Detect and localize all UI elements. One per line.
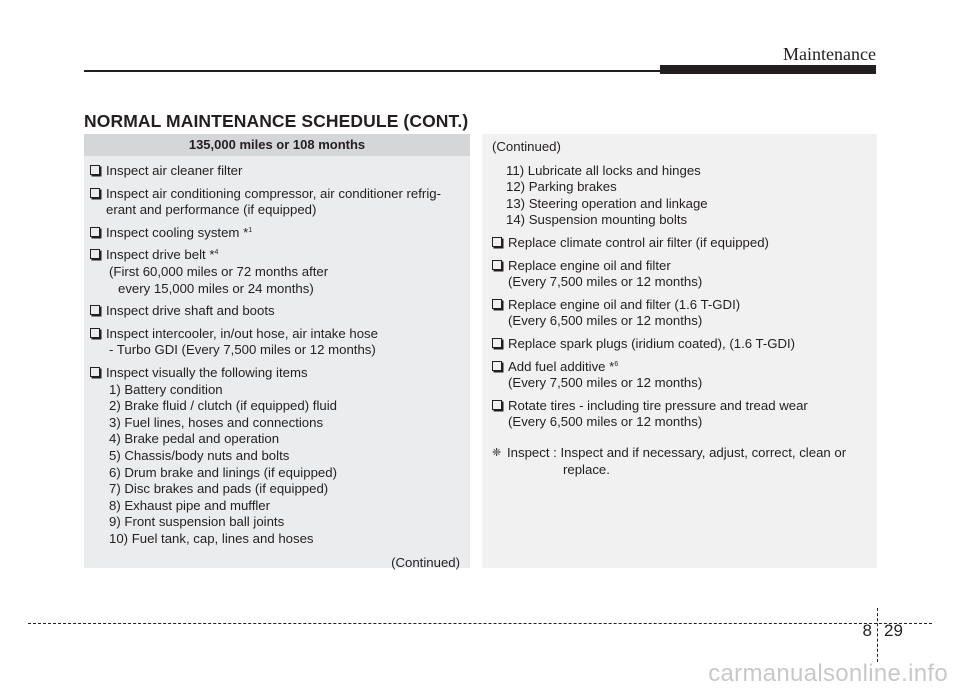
interval-heading: 135,000 miles or 108 months [84,134,470,156]
list-item [492,336,869,353]
list-item [90,225,464,242]
page-number: 29 [884,621,903,640]
inspect-note [492,445,869,478]
watermark: carmanualsonline.info [708,660,948,687]
item-interval: (Every 7,500 miles or 12 months) [508,274,703,290]
visual-check-item: 11) Lubricate all locks and hinges [506,162,701,178]
item-text: Replace engine oil and filter (1.6 T-GDI) [508,296,741,312]
page-number-divider [877,608,878,662]
footnote-ref: 6 [614,360,619,368]
chapter-number: 8 [862,621,872,640]
checkbox-icon [90,227,100,237]
footnote-ref: 4 [214,249,219,257]
list-item [90,186,464,219]
continued-label: (Continued) [492,139,561,154]
header-rule [84,70,660,72]
visual-check-item: 9) Front suspension ball joints [109,514,285,530]
list-item [492,359,869,392]
visual-check-item: 12) Parking brakes [506,179,617,195]
visual-check-item: 14) Suspension mounting bolts [506,212,688,228]
header-tab-bar [660,65,876,74]
item-text: Inspect intercooler, in/out hose, air intake hose [106,325,378,341]
item-text: Replace climate control air filter (if equipped) [508,234,769,250]
list-item [90,163,464,180]
item-text: Inspect air cleaner filter [106,163,243,178]
list-item [90,365,464,548]
visual-check-item: 10) Fuel tank, cap, lines and hoses [109,530,314,546]
checkbox-icon [492,400,502,410]
item-text: Rotate tires - including tire pressure and tread wear [508,397,808,413]
visual-check-item: 3) Fuel lines, hoses and connections [109,414,324,430]
item-interval-cont: every 15,000 miles or 24 months) [118,280,314,296]
list-item [90,303,464,320]
checkbox-icon [90,305,100,315]
section-header-title: Maintenance [783,44,876,64]
list-item [492,235,869,252]
item-text: Replace spark plugs (iridium coated), (1.6 T-GDI) [508,335,796,351]
checkbox-icon [90,367,100,377]
schedule-panel-left [84,134,470,571]
list-item [492,258,869,291]
item-interval: (First 60,000 miles or 72 months after [109,263,329,279]
item-text-cont: - Turbo GDI (Every 7,500 miles or 12 months) [109,342,376,358]
visual-check-item: 6) Drum brake and linings (if equipped) [109,464,337,480]
list-item [492,398,869,431]
list-item [492,297,869,330]
visual-check-item: 1) Battery condition [109,381,223,397]
checkbox-icon [90,328,100,338]
checkbox-icon [492,361,502,371]
checkbox-icon [492,260,502,270]
note-bullet-icon: ❈ [492,445,502,459]
visual-check-item: 13) Steering operation and linkage [506,195,708,211]
note-text-cont: replace. [563,461,610,477]
checkbox-icon [492,338,502,348]
visual-check-item: 2) Brake fluid / clutch (if equipped) fluid [109,398,337,414]
item-interval: (Every 7,500 miles or 12 months) [508,375,703,391]
item-text: Inspect drive belt *$^4$ [106,247,219,263]
schedule-panel-right [482,134,877,568]
item-text: Inspect cooling system *$^1$ [106,224,253,240]
item-interval: (Every 6,500 miles or 12 months) [508,414,703,430]
footer-dashed-rule [28,623,932,624]
item-text-cont: erant and performance (if equipped) [106,202,317,218]
page-title: NORMAL MAINTENANCE SCHEDULE (CONT.) [84,111,469,131]
checkbox-icon [492,299,502,309]
list-item [90,247,464,297]
visual-check-item: 4) Brake pedal and operation [109,431,280,447]
visual-check-item: 7) Disc brakes and pads (if equipped) [109,481,329,497]
item-text: Replace engine oil and filter [508,257,671,273]
checkbox-icon [90,188,100,198]
item-interval: (Every 6,500 miles or 12 months) [508,313,703,329]
visual-check-item: 5) Chassis/body nuts and bolts [109,447,290,463]
list-item [90,326,464,359]
checkbox-icon [90,165,100,175]
footnote-ref: 1 [248,226,253,234]
item-text: Inspect air conditioning compressor, air conditioner refrig- [106,185,441,201]
item-text: Add fuel additive *$^6$ [508,358,619,374]
checkbox-icon [90,249,100,259]
note-text: Inspect : Inspect and if necessary, adjust, correct, clean or [507,444,847,460]
continued-label: (Continued) [391,555,460,571]
checkbox-icon [492,237,502,247]
item-text: Inspect visually the following items [106,364,308,380]
item-text: Inspect drive shaft and boots [106,303,275,319]
visual-check-item: 8) Exhaust pipe and muffler [109,497,271,513]
